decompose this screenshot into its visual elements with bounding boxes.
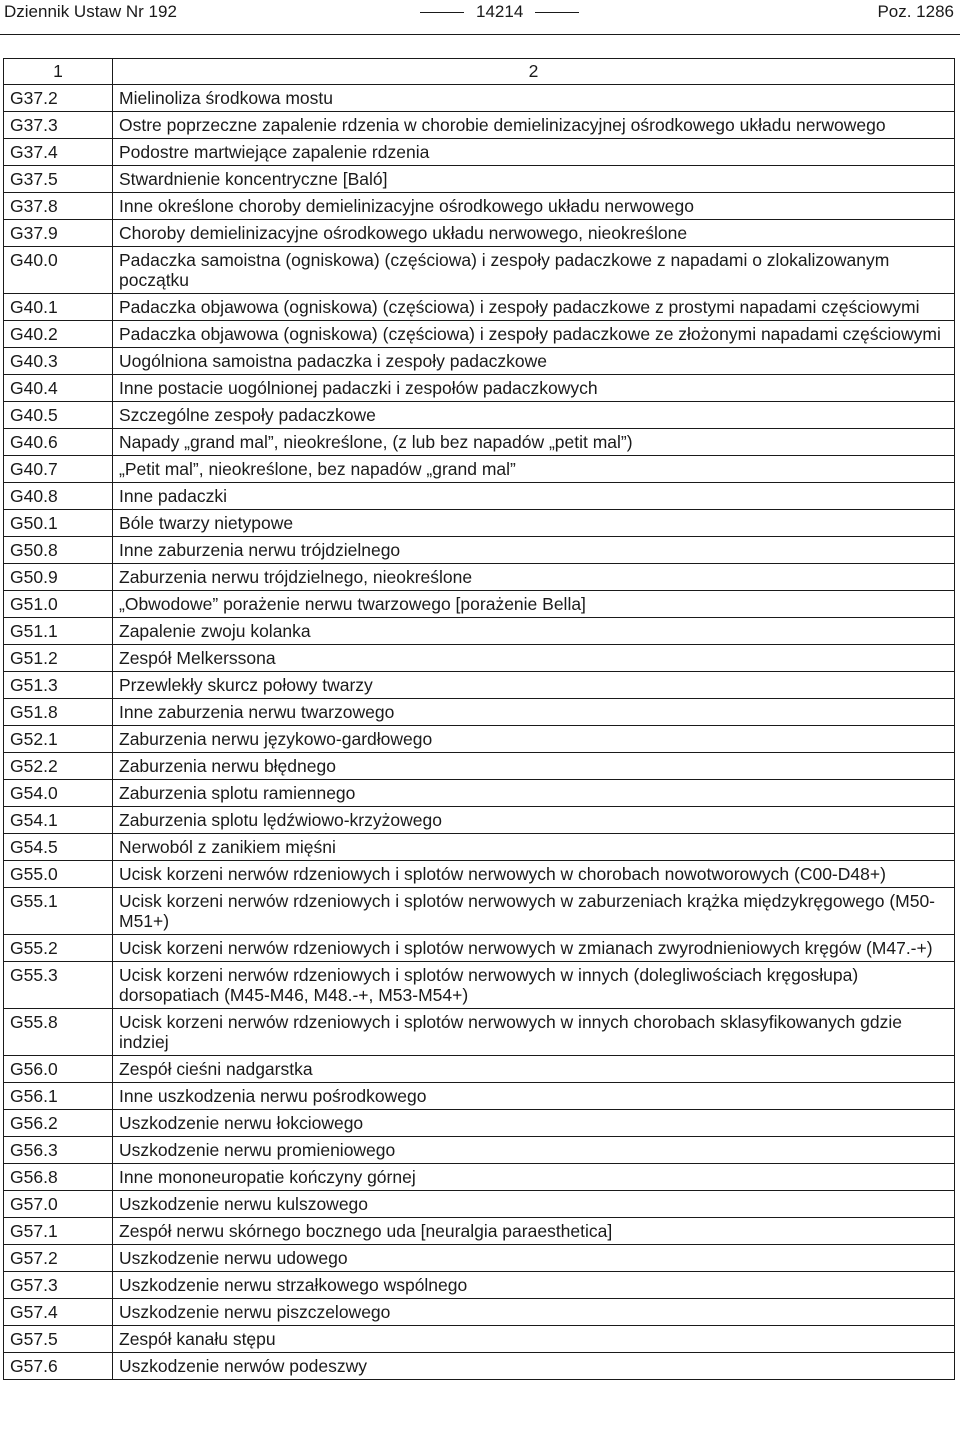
journal-title: Dziennik Ustaw Nr 192 (4, 2, 177, 21)
description-cell: Padaczka objawowa (ogniskowa) (częściowa) i zespoły padaczkowe z prostymi napadami częściowymi (113, 294, 955, 321)
description-cell: Padaczka objawowa (ogniskowa) (częściowa) i zespoły padaczkowe ze złożonymi napadami częściowymi (113, 321, 955, 348)
description-cell: Zaburzenia splotu ramiennego (113, 780, 955, 807)
code-cell: G50.9 (4, 564, 113, 591)
description-cell: Ucisk korzeni nerwów rdzeniowych i splotów nerwowych w innych (dolegliwościach kręgosłupa) dorsopatiach (M45-M46, M48.-+, M53-M54+) (113, 962, 955, 1009)
description-cell: Zaburzenia nerwu językowo-gardłowego (113, 726, 955, 753)
code-cell: G40.0 (4, 247, 113, 294)
code-cell: G37.3 (4, 112, 113, 139)
table-row (4, 537, 955, 564)
code-cell: G40.7 (4, 456, 113, 483)
icd-code-table (3, 58, 955, 1380)
page-header (0, 0, 960, 36)
description-cell: Ucisk korzeni nerwów rdzeniowych i splotów nerwowych w zmianach zwyrodnieniowych kręgów (M47.-+) (113, 935, 955, 962)
description-cell: „Obwodowe” porażenie nerwu twarzowego [porażenie Bella] (113, 591, 955, 618)
table-row (4, 1110, 955, 1137)
table-row (4, 780, 955, 807)
description-cell: Zespół Melkerssona (113, 645, 955, 672)
table-row (4, 1164, 955, 1191)
table-row (4, 807, 955, 834)
description-cell: Zaburzenia splotu lędźwiowo-krzyżowego (113, 807, 955, 834)
table-body (4, 85, 955, 1380)
table-row (4, 672, 955, 699)
table-row (4, 1191, 955, 1218)
description-cell: Zespół kanału stępu (113, 1326, 955, 1353)
description-cell: „Petit mal”, nieokreślone, bez napadów „grand mal” (113, 456, 955, 483)
table-row (4, 402, 955, 429)
table-row (4, 456, 955, 483)
description-cell: Szczególne zespoły padaczkowe (113, 402, 955, 429)
table-row (4, 321, 955, 348)
description-cell: Uszkodzenie nerwu promieniowego (113, 1137, 955, 1164)
description-cell: Uszkodzenie nerwu kulszowego (113, 1191, 955, 1218)
code-cell: G57.5 (4, 1326, 113, 1353)
page-number (408, 2, 591, 22)
code-cell: G57.0 (4, 1191, 113, 1218)
description-cell: Zespół cieśni nadgarstka (113, 1056, 955, 1083)
description-cell: Ucisk korzeni nerwów rdzeniowych i splotów nerwowych w zaburzeniach krążka międzykręgowego (M50-M51+) (113, 888, 955, 935)
table-row (4, 1218, 955, 1245)
header-rule (0, 34, 960, 35)
description-cell: Nerwoból z zanikiem mięśni (113, 834, 955, 861)
code-cell: G54.5 (4, 834, 113, 861)
code-cell: G40.1 (4, 294, 113, 321)
description-cell: Zapalenie zwoju kolanka (113, 618, 955, 645)
code-cell: G55.3 (4, 962, 113, 1009)
description-cell: Inne zaburzenia nerwu twarzowego (113, 699, 955, 726)
description-cell: Uogólniona samoistna padaczka i zespoły padaczkowe (113, 348, 955, 375)
code-cell: G52.1 (4, 726, 113, 753)
code-cell: G40.6 (4, 429, 113, 456)
description-cell: Inne zaburzenia nerwu trójdzielnego (113, 537, 955, 564)
code-cell: G54.1 (4, 807, 113, 834)
description-cell: Uszkodzenie nerwu strzałkowego wspólnego (113, 1272, 955, 1299)
table-row (4, 1056, 955, 1083)
code-cell: G37.2 (4, 85, 113, 112)
table-row (4, 1137, 955, 1164)
table-row (4, 834, 955, 861)
table-row (4, 1083, 955, 1110)
dash-left (420, 12, 464, 13)
code-cell: G57.6 (4, 1353, 113, 1380)
code-cell: G37.4 (4, 139, 113, 166)
code-cell: G40.8 (4, 483, 113, 510)
column-header-2: 2 (113, 59, 955, 85)
table-row (4, 375, 955, 402)
description-cell: Uszkodzenie nerwu łokciowego (113, 1110, 955, 1137)
description-cell: Inne określone choroby demielinizacyjne ośrodkowego układu nerwowego (113, 193, 955, 220)
description-cell: Inne uszkodzenia nerwu pośrodkowego (113, 1083, 955, 1110)
code-cell: G56.1 (4, 1083, 113, 1110)
code-cell: G40.3 (4, 348, 113, 375)
code-cell: G57.4 (4, 1299, 113, 1326)
code-cell: G55.1 (4, 888, 113, 935)
description-cell: Zaburzenia nerwu błędnego (113, 753, 955, 780)
table-row (4, 85, 955, 112)
description-cell: Ucisk korzeni nerwów rdzeniowych i splotów nerwowych w innych chorobach sklasyfikowanych gdzie indziej (113, 1009, 955, 1056)
table-row (4, 618, 955, 645)
table-row (4, 510, 955, 537)
description-cell: Inne padaczki (113, 483, 955, 510)
description-cell: Inne postacie uogólnionej padaczki i zespołów padaczkowych (113, 375, 955, 402)
code-cell: G54.0 (4, 780, 113, 807)
table-row (4, 294, 955, 321)
table-row (4, 1326, 955, 1353)
description-cell: Zespół nerwu skórnego bocznego uda [neuralgia paraesthetica] (113, 1218, 955, 1245)
description-cell: Przewlekły skurcz połowy twarzy (113, 672, 955, 699)
table-row (4, 348, 955, 375)
table-row (4, 112, 955, 139)
table-row (4, 193, 955, 220)
table-row (4, 1009, 955, 1056)
description-cell: Bóle twarzy nietypowe (113, 510, 955, 537)
table-row (4, 861, 955, 888)
description-cell: Inne mononeuropatie kończyny górnej (113, 1164, 955, 1191)
table-row (4, 753, 955, 780)
table-row (4, 139, 955, 166)
table-row (4, 645, 955, 672)
description-cell: Ostre poprzeczne zapalenie rdzenia w chorobie demielinizacyjnej ośrodkowego układu nerwowego (113, 112, 955, 139)
code-cell: G55.2 (4, 935, 113, 962)
code-cell: G40.2 (4, 321, 113, 348)
page-number-text: 14214 (476, 2, 524, 21)
code-cell: G51.0 (4, 591, 113, 618)
code-cell: G56.2 (4, 1110, 113, 1137)
code-cell: G51.8 (4, 699, 113, 726)
column-header-1: 1 (4, 59, 113, 85)
table-row (4, 1272, 955, 1299)
code-cell: G56.3 (4, 1137, 113, 1164)
code-cell: G57.3 (4, 1272, 113, 1299)
table-row (4, 1245, 955, 1272)
position-number: Poz. 1286 (877, 2, 954, 21)
code-cell: G40.5 (4, 402, 113, 429)
code-cell: G40.4 (4, 375, 113, 402)
description-cell: Uszkodzenie nerwu piszczelowego (113, 1299, 955, 1326)
table-row (4, 220, 955, 247)
description-cell: Napady „grand mal”, nieokreślone, (z lub bez napadów „petit mal”) (113, 429, 955, 456)
code-cell: G37.8 (4, 193, 113, 220)
table-row (4, 1353, 955, 1380)
code-cell: G55.0 (4, 861, 113, 888)
table-row (4, 888, 955, 935)
table-row (4, 166, 955, 193)
table-row (4, 564, 955, 591)
table-row (4, 935, 955, 962)
description-cell: Mielinoliza środkowa mostu (113, 85, 955, 112)
code-cell: G51.3 (4, 672, 113, 699)
code-cell: G57.2 (4, 1245, 113, 1272)
code-cell: G51.2 (4, 645, 113, 672)
table-row (4, 247, 955, 294)
table-row (4, 591, 955, 618)
code-cell: G55.8 (4, 1009, 113, 1056)
description-cell: Padaczka samoistna (ogniskowa) (częściowa) i zespoły padaczkowe z napadami o zlokalizowanym początku (113, 247, 955, 294)
code-cell: G56.8 (4, 1164, 113, 1191)
table-row (4, 699, 955, 726)
code-cell: G51.1 (4, 618, 113, 645)
table-row (4, 1299, 955, 1326)
table-row (4, 962, 955, 1009)
description-cell: Choroby demielinizacyjne ośrodkowego układu nerwowego, nieokreślone (113, 220, 955, 247)
code-cell: G50.8 (4, 537, 113, 564)
code-cell: G52.2 (4, 753, 113, 780)
code-cell: G37.9 (4, 220, 113, 247)
code-cell: G57.1 (4, 1218, 113, 1245)
description-cell: Podostre martwiejące zapalenie rdzenia (113, 139, 955, 166)
table-row (4, 483, 955, 510)
description-cell: Uszkodzenie nerwów podeszwy (113, 1353, 955, 1380)
table-row (4, 429, 955, 456)
table-row (4, 726, 955, 753)
code-cell: G56.0 (4, 1056, 113, 1083)
dash-right (535, 12, 579, 13)
description-cell: Stwardnienie koncentryczne [Baló] (113, 166, 955, 193)
description-cell: Ucisk korzeni nerwów rdzeniowych i splotów nerwowych w chorobach nowotworowych (C00-D48+) (113, 861, 955, 888)
code-cell: G50.1 (4, 510, 113, 537)
table-header-row (4, 59, 955, 85)
description-cell: Zaburzenia nerwu trójdzielnego, nieokreślone (113, 564, 955, 591)
code-cell: G37.5 (4, 166, 113, 193)
description-cell: Uszkodzenie nerwu udowego (113, 1245, 955, 1272)
